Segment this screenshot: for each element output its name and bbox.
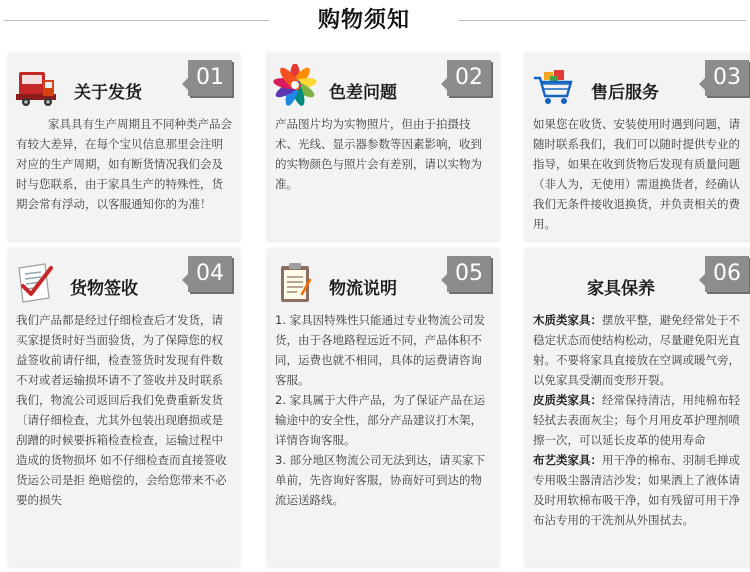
card-text: 家具具有生产周期且不同种类产品会有较大差异，在每个宝贝信息那里会注明对应的生产周期，如有断货情况我们会及时与您联系，由于家具生产的特殊性，货期会常有浮动，以客服通知你的为准！ [16, 117, 232, 211]
clipboard-icon [272, 260, 318, 306]
care-section-text: 摆放平整，避免经常处于不稳定状态而使结构松动，尽量避免阳光直射。不要将家具直接放在空调或暖气旁，以免家具受潮而变形开裂。 [533, 313, 740, 387]
header-divider-right [458, 20, 746, 21]
card-shipping [8, 52, 240, 240]
card-body [533, 310, 750, 530]
card-body [16, 310, 234, 510]
card-body [275, 310, 493, 510]
page-header [0, 0, 750, 42]
care-section-label: 木质类家具： [533, 313, 602, 327]
card-body [533, 114, 750, 234]
card-color-difference [267, 52, 499, 240]
logistics-item: 1. 家具因特殊性只能通过专业物流公司发货，由于各地路程远近不同，产品体积不同，运费也就不相同，具体的运费请咨询客服。 [275, 313, 486, 387]
card-number-badge: 01 [188, 60, 232, 96]
card-receipt [8, 248, 240, 566]
card-after-sales [525, 52, 750, 240]
color-wheel-icon [272, 64, 318, 110]
card-body [275, 114, 493, 194]
card-number-badge: 03 [705, 60, 749, 96]
care-section-text: 用干净的棉布、羽制毛掸或专用吸尘器清洁沙发；如果洒上了液体请及时用软棉布吸干净，如有残留可用干净布沾专用的干洗剂从外围拭去。 [533, 453, 740, 527]
card-title: 物流说明 [329, 279, 397, 299]
care-section-text: 经常保持清洁，用纯棉布轻轻拭去表面灰尘；每个月用皮革护理剂喷擦一次，可以延长皮革的使用寿命 [533, 393, 740, 447]
shopping-cart-icon [530, 64, 576, 110]
truck-icon [13, 64, 59, 110]
care-section-label: 皮质类家具： [533, 393, 602, 407]
care-section-label: 布艺类家具： [533, 453, 602, 467]
card-title: 关于发货 [74, 83, 142, 103]
care-section [533, 450, 750, 530]
logistics-item: 3. 部分地区物流公司无法到达，请买家下单前，先咨询好客服，协商好可到达的物流运送路线。 [275, 453, 486, 507]
page-title: 购物须知 [317, 8, 410, 33]
card-text: 产品图片均为实物照片，但由于拍摄技术、光线、显示器参数等因素影响，收到的实物颜色与照片会有差别，请以实物为准。 [275, 117, 482, 191]
card-title: 家具保养 [587, 279, 655, 299]
card-title: 售后服务 [591, 83, 659, 103]
card-number-badge: 06 [705, 256, 749, 292]
card-title: 色差问题 [329, 83, 397, 103]
card-furniture-care [525, 248, 750, 566]
card-logistics [267, 248, 499, 566]
card-number-badge: 04 [188, 256, 232, 292]
card-title: 货物签收 [70, 279, 138, 299]
card-number-badge: 05 [447, 256, 491, 292]
card-text: 我们产品都是经过仔细检查后才发货，请买家提货时好当面验货，为了保障您的权益签收前请仔细，检查签货时发现有件数不对或者运输损坏请不了签收并及时联系我们，物流公司返回后我们免费重新发货〔请仔细检查，尤其外包装出现磨损或是刮蹭的时候要拆箱检查检查，运输过程中造成的货物损坏 如不仔细检查而直接签收货运公司是拒 绝赔偿的，会给您带来不必要的损失 [16, 313, 227, 507]
care-section [533, 390, 750, 450]
card-number-badge: 02 [447, 60, 491, 96]
card-body [16, 114, 234, 214]
header-divider-left [4, 20, 269, 21]
care-section [533, 310, 750, 390]
logistics-item: 2. 家具属于大件产品，为了保证产品在运输途中的安全性，部分产品建议打木架，详情咨询客服。 [275, 393, 486, 447]
card-text: 如果您在收货、安装使用时遇到问题，请随时联系我们，我们可以随时提供专业的指导，如果在收到货物后发现有质量问题（非人为，无使用）需退换货者，经确认我们无条件接收退换货，并负责相关的费用。 [533, 117, 740, 231]
checklist-icon [13, 260, 59, 306]
